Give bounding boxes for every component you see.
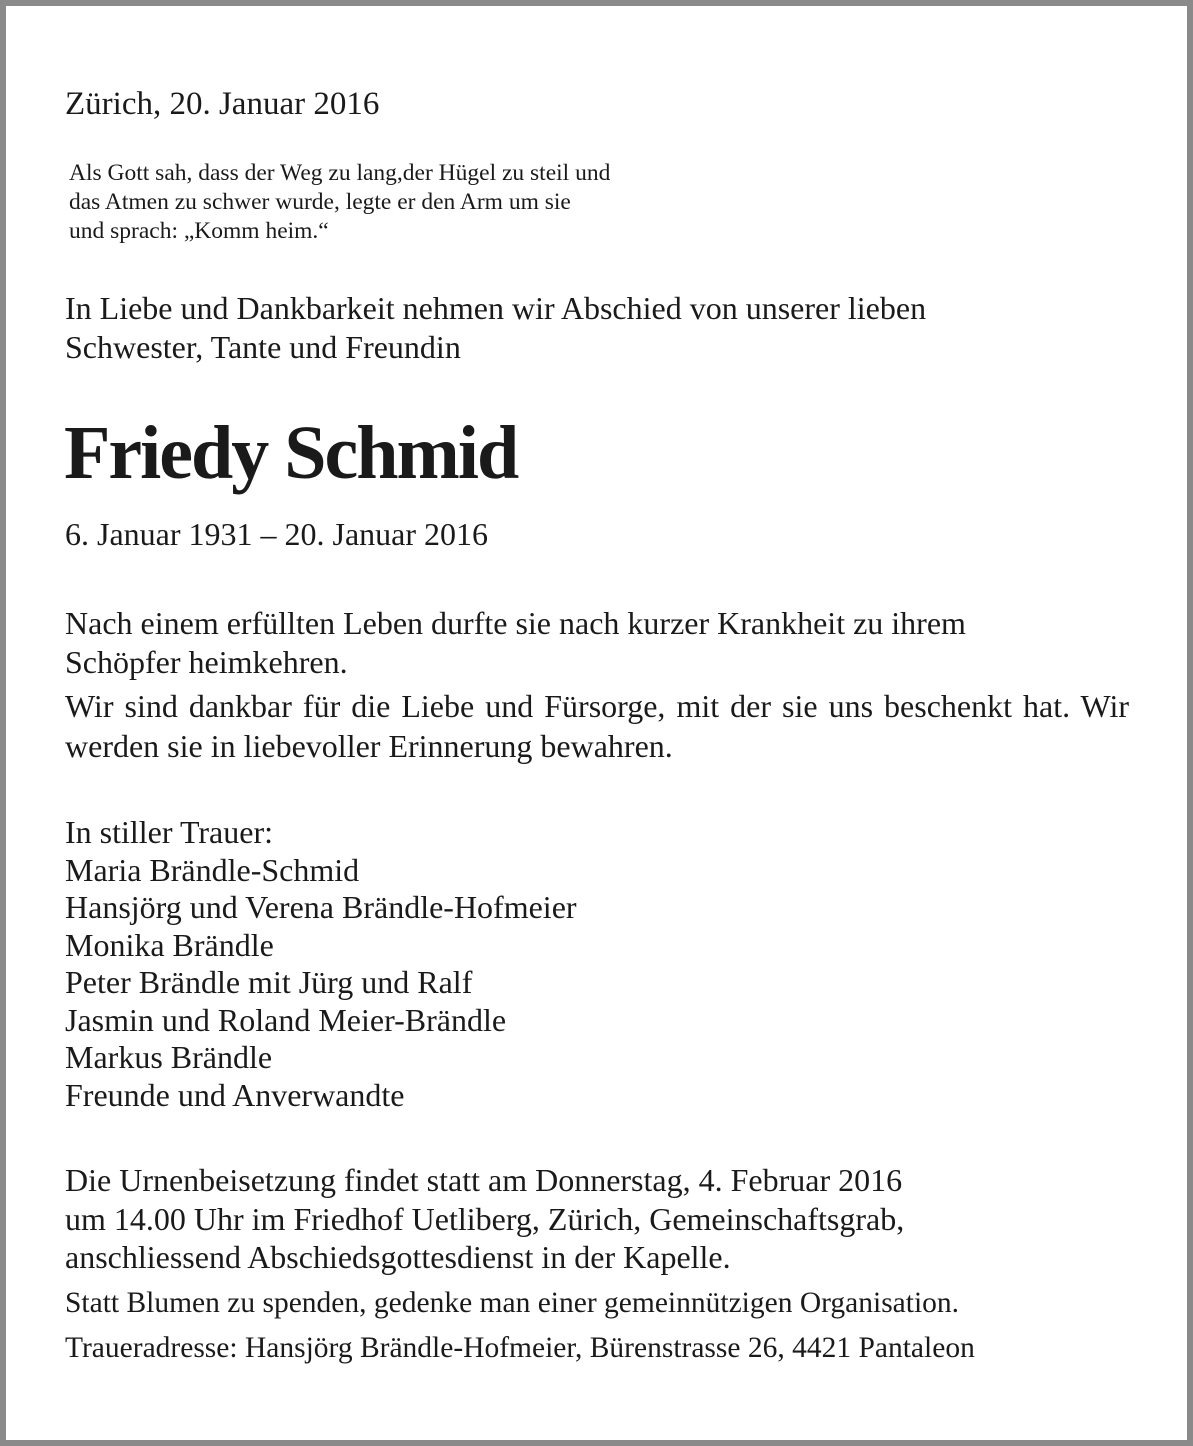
flowers-note: Statt Blumen zu spenden, gedenke man einer gemeinnützigen Organisation. — [65, 1287, 960, 1319]
intro-text — [65, 289, 926, 367]
intro-line: Schwester, Tante und Freundin — [65, 329, 461, 365]
mourner-name: Hansjörg und Verena Brändle-Hofmeier — [65, 889, 577, 925]
mourner-name: Maria Brändle-Schmid — [65, 851, 360, 888]
mourner-name: Freunde und Anverwandte — [65, 1076, 405, 1113]
mourner-name: Monika Brändle — [65, 926, 274, 963]
paragraph-line: Nach einem erfüllten Leben durfte sie nach kurzer Krankheit zu ihrem — [65, 605, 966, 641]
ceremony-line: Die Urnenbeisetzung findet statt am Donnerstag, 4. Februar 2016 — [65, 1162, 903, 1198]
intro-line: In Liebe und Dankbarkeit nehmen wir Abschied von unserer lieben — [65, 290, 927, 326]
place-and-date: Zürich, 20. Januar 2016 — [65, 86, 380, 122]
memorial-quote — [69, 159, 610, 246]
quote-line: und sprach: „Komm heim.“ — [69, 218, 329, 244]
mourner-name: Jasmin und Roland Meier-Brändle — [65, 1001, 507, 1038]
ceremony-details — [65, 1161, 904, 1277]
ceremony-line: anschliessend Abschiedsgottesdienst in der Kapelle. — [65, 1239, 731, 1275]
obituary-notice — [6, 6, 1187, 1440]
mourners-heading: In stiller Trauer: — [65, 814, 273, 850]
mourning-address: Traueradresse: Hansjörg Brändle-Hofmeier, Bürenstrasse 26, 4421 Pantaleon — [65, 1332, 975, 1364]
paragraph-passing — [65, 604, 966, 682]
paragraph-line: Schöpfer heimkehren. — [65, 644, 348, 680]
quote-line: Als Gott sah, dass der Weg zu lang,der Hügel zu steil und — [69, 160, 611, 186]
quote-line: das Atmen zu schwer wurde, legte er den Arm um sie — [69, 189, 571, 215]
mourner-name: Markus Brändle — [65, 1039, 273, 1075]
paragraph-gratitude: Wir sind dankbar für die Liebe und Fürsorge, mit der sie uns beschenkt hat. Wir werden sie in liebevoller Erinnerung bewahren. — [65, 688, 1129, 764]
mourners-list — [65, 814, 577, 1114]
deceased-name: Friedy Schmid — [64, 411, 518, 495]
ceremony-line: um 14.00 Uhr im Friedhof Uetliberg, Zürich, Gemeinschaftsgrab, — [65, 1200, 905, 1237]
mourner-name: Peter Brändle mit Jürg und Ralf — [65, 964, 473, 1000]
life-dates: 6. Januar 1931 – 20. Januar 2016 — [65, 516, 489, 552]
